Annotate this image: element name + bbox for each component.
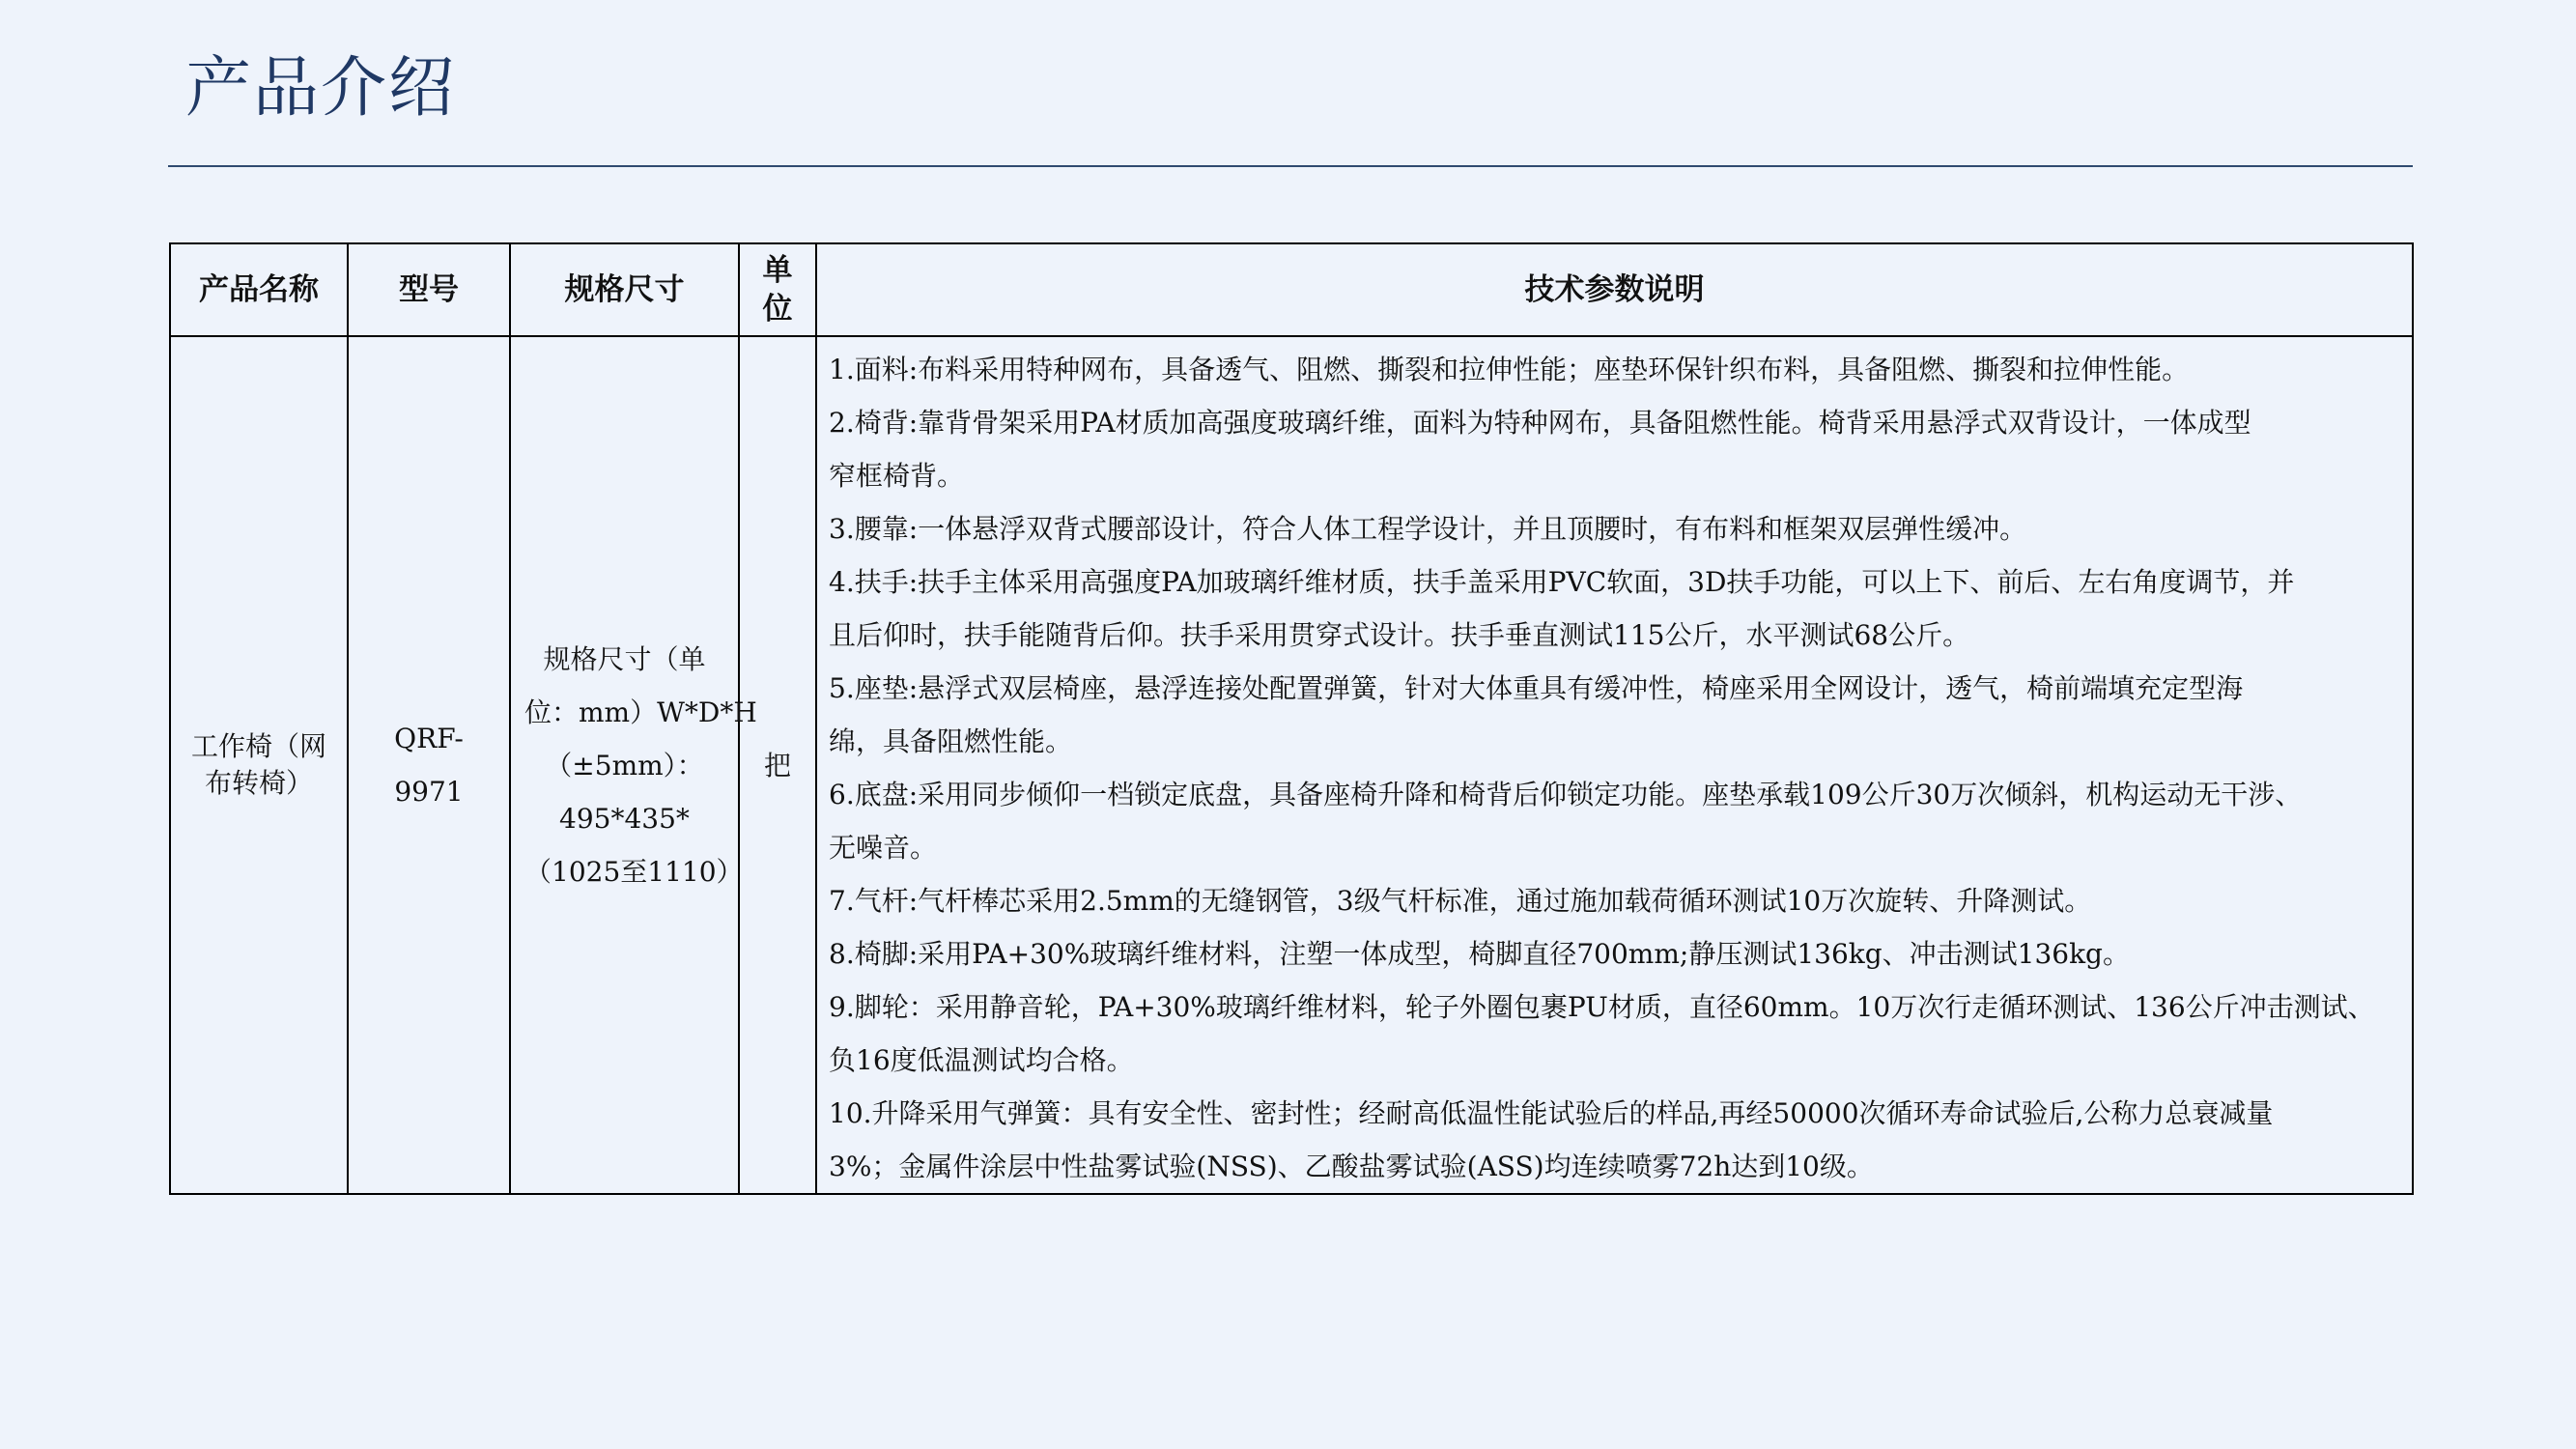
header-unit-line: 单 (762, 253, 793, 288)
size-line: 495*435* (559, 802, 690, 835)
cell-size (510, 336, 757, 1194)
product-table (169, 242, 2414, 1195)
table-header-row (170, 243, 2413, 336)
param-line: 7.气杆:气杆棒芯采用2.5mm的无缝钢管，3级气杆标准，通过施加载荷循环测试10万次旋转、升降测试。 (829, 885, 2092, 917)
param-line: 10.升降采用气弹簧：具有安全性、密封性；经耐高低温性能试验后的样品,再经50000次循环寿命试验后,公称力总衰减量 (829, 1097, 2274, 1129)
param-line: 窄框椅背。 (829, 460, 965, 492)
cell-unit: 把 (739, 336, 816, 1194)
header-unit (739, 243, 816, 336)
param-line: 9.脚轮：采用静音轮，PA+30%玻璃纤维材料，轮子外圈包裹PU材质，直径60mm。10万次行走循环测试、136公斤冲击测试、 (829, 991, 2375, 1023)
size-line: 位：mm）W*D*H (524, 696, 757, 728)
param-line: 且后仰时，扶手能随背后仰。扶手采用贯穿式设计。扶手垂直测试115公斤，水平测试68公斤。 (829, 619, 1970, 651)
title-divider (168, 165, 2413, 167)
header-product-name: 产品名称 (170, 243, 348, 336)
cell-product-name: 工作椅（网布转椅） (170, 336, 348, 1194)
header-unit-line: 位 (762, 292, 793, 327)
param-line: 6.底盘:采用同步倾仰一档锁定底盘，具备座椅升降和椅背后仰锁定功能。座垫承载109公斤30万次倾斜，机构运动无干涉、 (829, 779, 2303, 810)
param-line: 3.腰靠:一体悬浮双背式腰部设计，符合人体工程学设计，并且顶腰时，有布料和框架双层弹性缓冲。 (829, 513, 2027, 545)
size-line: 规格尺寸（单 (543, 642, 706, 675)
size-line: （1025至1110） (524, 855, 744, 888)
cell-model: QRF-9971 (348, 336, 510, 1194)
param-line: 3%；金属件涂层中性盐雾试验(NSS)、乙酸盐雾试验(ASS)均连续喷雾72h达到10级。 (829, 1151, 1874, 1182)
param-line: 绵，具备阻燃性能。 (829, 725, 1073, 757)
size-line: （±5mm）： (545, 749, 704, 781)
param-line: 4.扶手:扶手主体采用高强度PA加玻璃纤维材质，扶手盖采用PVC软面，3D扶手功能，可以上下、前后、左右角度调节，并 (829, 566, 2295, 598)
param-line: 负16度低温测试均合格。 (829, 1044, 1134, 1076)
param-line: 2.椅背:靠背骨架采用PA材质加高强度玻璃纤维，面料为特种网布，具备阻燃性能。椅背采用悬浮式双背设计，一体成型 (829, 407, 2251, 439)
cell-params (816, 336, 2413, 1194)
header-params: 技术参数说明 (816, 243, 2413, 336)
param-line: 1.面料:布料采用特种网布，具备透气、阻燃、撕裂和拉伸性能；座垫环保针织布料，具备阻燃、撕裂和拉伸性能。 (829, 354, 2190, 385)
param-line: 5.座垫:悬浮式双层椅座，悬浮连接处配置弹簧，针对大体重具有缓冲性，椅座采用全网设计，透气，椅前端填充定型海 (829, 672, 2244, 704)
header-model: 型号 (348, 243, 510, 336)
header-size: 规格尺寸 (510, 243, 739, 336)
param-line: 无噪音。 (829, 832, 938, 864)
param-line: 8.椅脚:采用PA+30%玻璃纤维材料，注塑一体成型，椅脚直径700mm;静压测试136kg、冲击测试136kg。 (829, 938, 2130, 970)
page-title: 产品介绍 (185, 50, 457, 127)
table-row (170, 336, 2413, 1194)
